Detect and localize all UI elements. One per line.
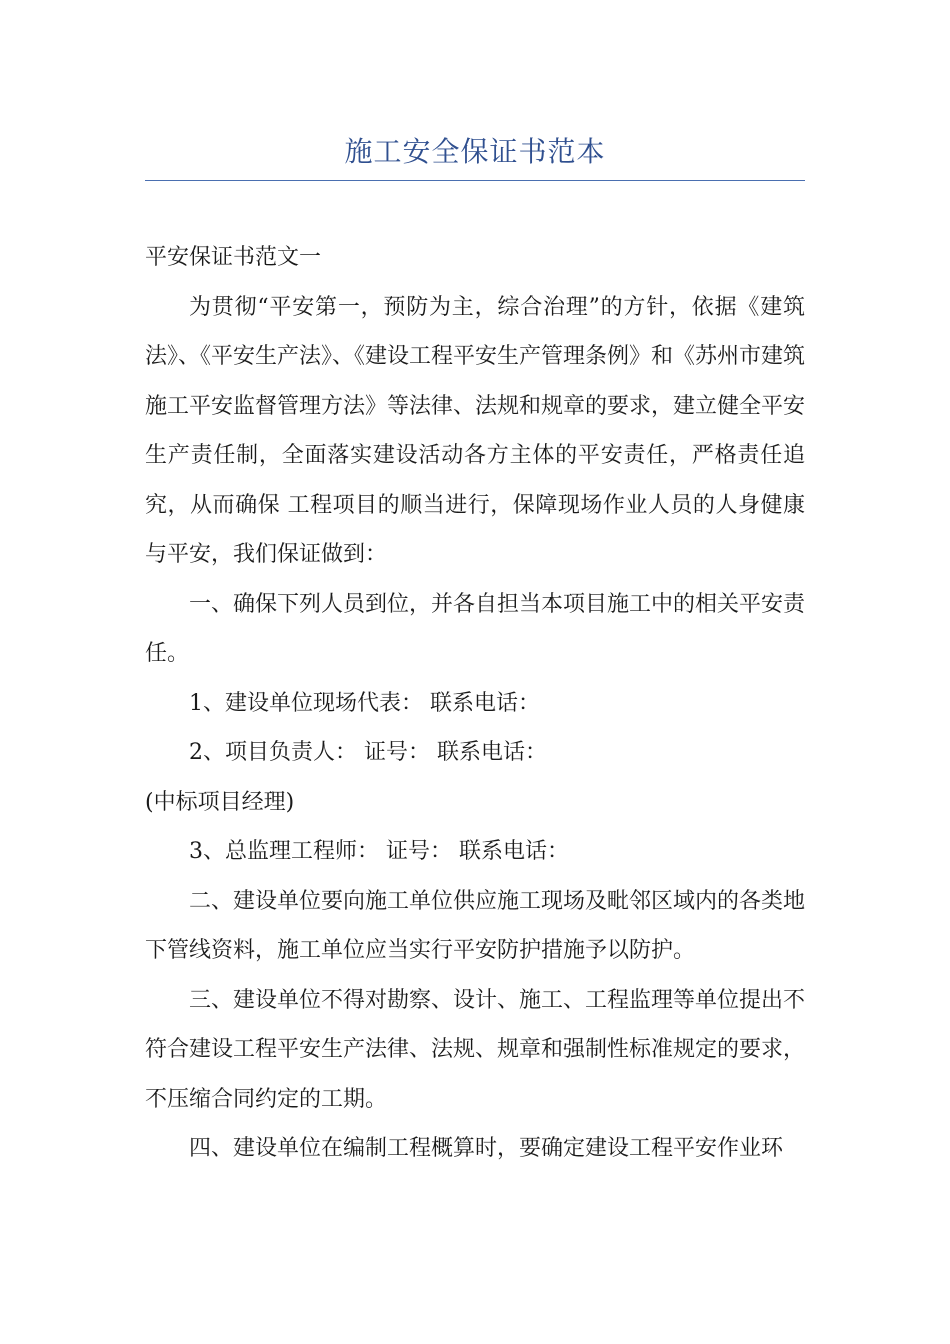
document-body bbox=[145, 233, 805, 1174]
paragraph-item-3: 三、建设单位不得对勘察、设计、施工、工程监理等单位提出不符合建设工程平安生产法律、法规、规章和强制性标准规定的要求，不压缩合同约定的工期。 bbox=[145, 987, 806, 1112]
paragraph-rep-contact: 1、建设单位现场代表： 联系电话： bbox=[189, 690, 540, 716]
title-underline bbox=[145, 180, 805, 181]
paragraph-supervisor-contact: 3、总监理工程师： 证号： 联系电话： bbox=[189, 839, 569, 864]
document-title: 施工安全保证书范本 bbox=[344, 135, 606, 168]
paragraph-item-1: 一、确保下列人员到位，并各自担当本项目施工中的相关平安责任。 bbox=[145, 591, 806, 666]
paragraph-intro: 为贯彻“平安第一，预防为主，综合治理”的方针，依据《建筑法》、《平安生产法》、《建设工程平安生产管理条例》和《苏州市建筑施工平安监督管理方法》等法律、法规和规章的要求，建立健全平安生产责任制，全面落实建设活动各方主体的平安责任，严格责任追究，从而确保 工程项目的顺当进行，保障现场作业人员的人身健康与平安，我们保证做到： bbox=[145, 294, 806, 567]
paragraph-item-2: 二、建设单位要向施工单位供应施工现场及毗邻区域内的各类地下管线资料，施工单位应当实行平安防护措施予以防护。 bbox=[145, 888, 806, 963]
paragraph-item-4: 四、建设单位在编制工程概算时，要确定建设工程平安作业环 bbox=[189, 1136, 784, 1161]
section-heading: 平安保证书范文一 bbox=[145, 245, 322, 270]
paragraph-pm-contact: 2、项目负责人： 证号： 联系电话： bbox=[189, 740, 547, 765]
paragraph-pm-note: (中标项目经理) bbox=[145, 789, 295, 815]
